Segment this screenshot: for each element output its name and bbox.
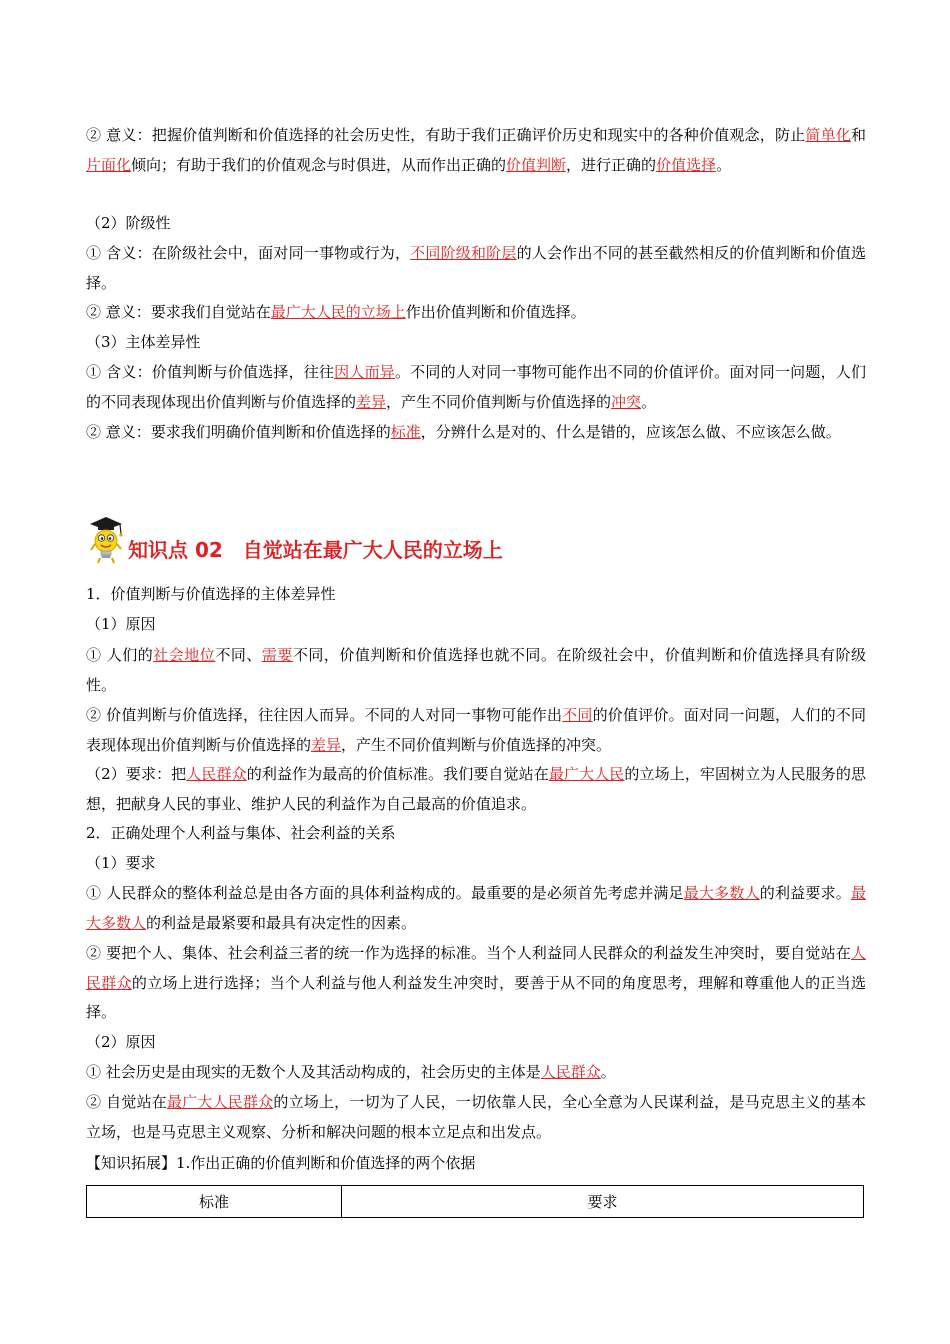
text: 的人会作出不同的甚至截然相反的价值判断和价值选择。: [86, 244, 866, 292]
section-title: 知识点 02 自觉站在最广大人民的立场上: [128, 538, 503, 562]
key-term: 不同阶级和阶层: [410, 244, 517, 262]
subheading-class: （2）阶级性: [86, 214, 171, 232]
subheading-1: 1．价值判断与价值选择的主体差异性: [86, 585, 336, 603]
key-term: 需要: [261, 646, 293, 664]
key-term: 人民群众: [540, 1063, 601, 1081]
paragraph-class-meaning: [86, 239, 866, 298]
text: 和: [850, 126, 866, 144]
table-header-standard: 标准: [87, 1186, 342, 1218]
key-term: 标准: [390, 423, 421, 441]
subheading-cause: （1）原因: [86, 615, 156, 633]
text: 。不同的人对同一事物可能作出不同的价值评价。面对同一问题，人们的不同表现体现出价值判断与价值选择的: [86, 363, 866, 411]
knowledge-extension: 【知识拓展】1.作出正确的价值判断和价值选择的两个依据: [86, 1154, 476, 1172]
paragraph-requirement: [86, 760, 866, 819]
section-heading: [86, 514, 503, 564]
paragraph-class-significance: [86, 298, 866, 328]
text: ② 自觉站在: [86, 1093, 167, 1111]
text: 倾向；有助于我们的价值观念与时俱进，从而作出正确的: [131, 155, 507, 174]
key-term: 差异: [311, 735, 342, 754]
key-term: 冲突: [611, 392, 642, 411]
key-term: 因人而异: [334, 363, 395, 381]
key-term: 片面化: [86, 155, 132, 174]
text: 的立场上进行选择；当个人利益与他人利益发生冲突时，要善于从不同的角度思考，理解和尊重他人的正当选择。: [86, 973, 866, 1021]
key-term: 最广大人民的立场上: [270, 303, 406, 321]
subheading-subject-difference: （3）主体差异性: [86, 333, 201, 351]
text: 不同、: [215, 646, 262, 664]
text: ② 意义：要求我们明确价值判断和价值选择的: [86, 423, 391, 441]
key-term: 最广大人民群众: [166, 1093, 274, 1111]
text: ② 意义：要求我们自觉站在: [86, 303, 271, 321]
text: ，分辨什么是对的、什么是错的，应该怎么做、不应该怎么做。: [420, 423, 841, 441]
key-term: 最大多数人: [683, 884, 760, 902]
scholar-lightbulb-icon: [86, 514, 124, 564]
text: 。: [641, 392, 657, 411]
key-term: 人民群众: [86, 944, 866, 992]
table-header-row: [87, 1186, 864, 1218]
text: 不同，价值判断和价值选择也就不同。在阶级社会中，价值判断和价值选择具有阶级性。: [86, 646, 866, 694]
key-term: 价值判断: [506, 155, 567, 174]
paragraph-subject-significance: [86, 418, 866, 448]
text: ，进行正确的: [566, 155, 657, 174]
text: 的利益作为最高的价值标准。我们要自觉站在: [246, 765, 549, 783]
paragraph-cause-2: [86, 701, 866, 760]
subheading-reason: （2）原因: [86, 1033, 156, 1051]
text: 的立场上，牢固树立为人民服务的思想，把献身人民的事业、维护人民的利益作为自己最高的价值追求。: [86, 765, 866, 813]
key-term: 价值选择: [656, 155, 717, 174]
text: ，产生不同价值判断与价值选择的冲突。: [341, 735, 612, 754]
key-term: 简单化: [805, 126, 851, 144]
text: ① 社会历史是由现实的无数个人及其活动构成的，社会历史的主体是: [86, 1063, 541, 1081]
table-header-requirement: 要求: [342, 1186, 864, 1218]
key-term: 最大多数人: [86, 884, 866, 932]
subheading-2: 2．正确处理个人利益与集体、社会利益的关系: [86, 824, 396, 842]
text: 作出价值判断和价值选择。: [405, 303, 586, 321]
text: 的利益是最紧要和最具有决定性的因素。: [146, 913, 417, 932]
text: ① 人们的: [86, 646, 154, 664]
paragraph-interest-1: [86, 879, 866, 938]
paragraph-interest-2: [86, 939, 866, 1028]
key-term: 最广大人民: [548, 765, 625, 783]
text: ② 意义：把握价值判断和价值选择的社会历史性，有助于我们正确评价历史和现实中的各种价值观念，防止: [86, 126, 806, 144]
text: 的利益要求。: [759, 884, 851, 902]
key-term: 差异: [356, 392, 387, 411]
paragraph-reason-2: [86, 1088, 866, 1147]
text: ① 人民群众的整体利益总是由各方面的具体利益构成的。最重要的是必须首先考虑并满足: [86, 884, 684, 902]
paragraph-reason-1: [86, 1058, 866, 1088]
text: 。: [716, 155, 732, 174]
paragraph-meaning-history: [86, 121, 866, 180]
key-term: 社会地位: [153, 646, 216, 664]
subheading-requirement: （1）要求: [86, 854, 156, 872]
text: ，产生不同价值判断与价值选择的: [386, 392, 612, 411]
text: ② 要把个人、集体、社会利益三者的统一作为选择的标准。当个人利益同人民群众的利益发生冲突时，要自觉站在: [86, 944, 851, 962]
text: ② 价值判断与价值选择，往往因人而异。不同的人对同一事物可能作出: [86, 706, 563, 724]
key-term: 人民群众: [186, 765, 247, 783]
text: 的立场上，一切为了人民，一切依靠人民，全心全意为人民谋利益，是马克思主义的基本立场，也是马克思主义观察、分析和解决问题的根本立足点和出发点。: [86, 1093, 866, 1141]
paragraph-subject-meaning: [86, 358, 866, 417]
criteria-table: [86, 1185, 864, 1218]
text: 的价值评价。面对同一问题，人们的不同表现体现出价值判断与价值选择的: [86, 706, 866, 754]
paragraph-cause-1: [86, 641, 866, 700]
text: （2）要求：把: [86, 765, 187, 783]
text: ① 含义：价值判断与价值选择，往往: [86, 363, 335, 381]
text: 。: [600, 1063, 616, 1081]
key-term: 不同: [562, 706, 593, 724]
text: ① 含义：在阶级社会中，面对同一事物或行为，: [86, 244, 411, 262]
